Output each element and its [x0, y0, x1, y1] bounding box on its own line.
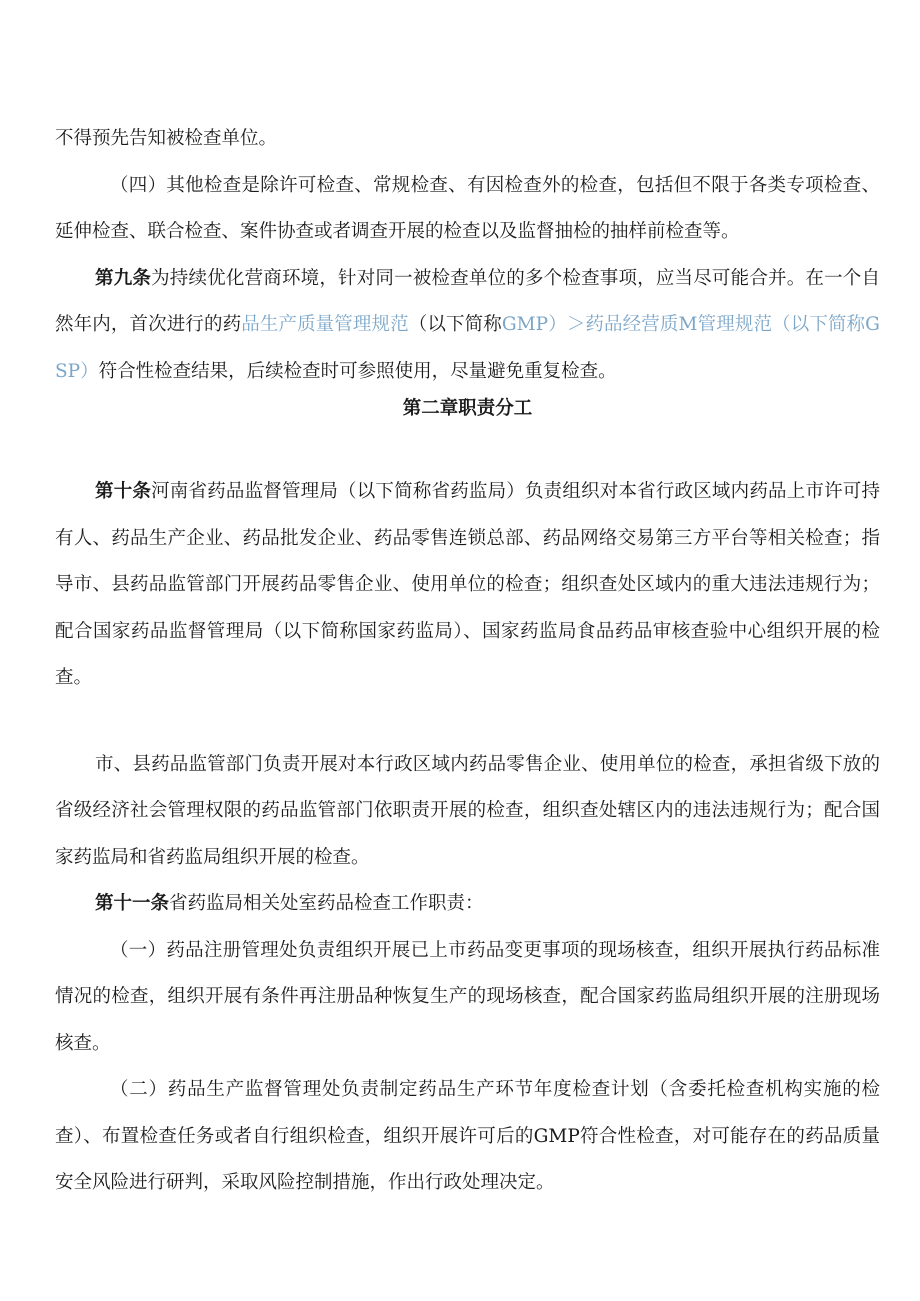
document-page	[55, 116, 880, 1207]
article-9-text-b: （以下简称	[408, 314, 502, 335]
article-11	[55, 881, 880, 928]
article-10-text: 河南省药品监督管理局（以下简称省药监局）负责组织对本省行政区域内药品上市许可持有人、药品生产企业、药品批发企业、药品零售连锁总部、药品网络交易第三方平台等相关检查；指导市、县药品监管部门开展药品零售企业、使用单位的检查；组织查处区域内的重大违法违规行为；配合国家药品监督管理局（以下简称国家药监局）、国家药监局食品药品审核查验中心组织开展的检查。	[55, 481, 880, 688]
article-11-text: 省药监局相关处室药品检查工作职责：	[169, 893, 484, 914]
paragraph-continuation: 不得预先告知被检查单位。	[55, 128, 278, 149]
article-10-label: 第十条	[95, 481, 152, 502]
article-10	[55, 469, 880, 702]
article-9-label: 第九条	[95, 267, 152, 289]
article-9-text-a: 为持续优化营商环境，针对同一被检查单位的多个检查事项，应当尽可能合并。在一个自然年内，首次进行的药	[55, 267, 880, 335]
paragraph-city-county: 市、县药品监管部门负责开展对本行政区域内药品零售企业、使用单位的检查，承担省级下放的省级经济社会管理权限的药品监管部门依职责开展的检查，组织查处辖区内的违法违规行为；配合国家药监局和省药监局组织开展的检查。	[55, 753, 880, 868]
paragraph-item-4: （四）其他检查是除许可检查、常规检查、有因检查外的检查，包括但不限于各类专项检查、延伸检查、联合检查、案件协查或者调查开展的检查以及监督抽检的抽样前检查等。	[55, 174, 880, 242]
article-11-label: 第十一条	[95, 893, 170, 914]
article-9	[55, 256, 880, 396]
paragraph-gap	[55, 702, 880, 742]
article-9-text-blue-2: GMP）＞药品经营质M管理规范（以下简称GSP）	[55, 314, 880, 382]
chapter-heading: 第二章职责分工	[402, 398, 533, 419]
article-11-item-1: （一）药品注册管理处负责组织开展已上市药品变更事项的现场核查，组织开展执行药品标准情况的检查，组织开展有条件再注册品种恢复生产的现场核查，配合国家药监局组织开展的注册现场核查。	[55, 939, 880, 1054]
article-11-item-2: （二）药品生产监督管理处负责制定药品生产环节年度检查计划（含委托检查机构实施的检查）、布置检查任务或者自行组织检查，组织开展许可后的GMP符合性检查，对可能存在的药品质量安全风险进行研判，采取风险控制措施，作出行政处理决定。	[55, 1079, 880, 1193]
article-9-text-blue-1: 品生产质量管理规范	[241, 314, 409, 335]
article-9-text-c: 符合性检查结果，后续检查时可参照使用，尽量避免重复检查。	[98, 360, 617, 382]
